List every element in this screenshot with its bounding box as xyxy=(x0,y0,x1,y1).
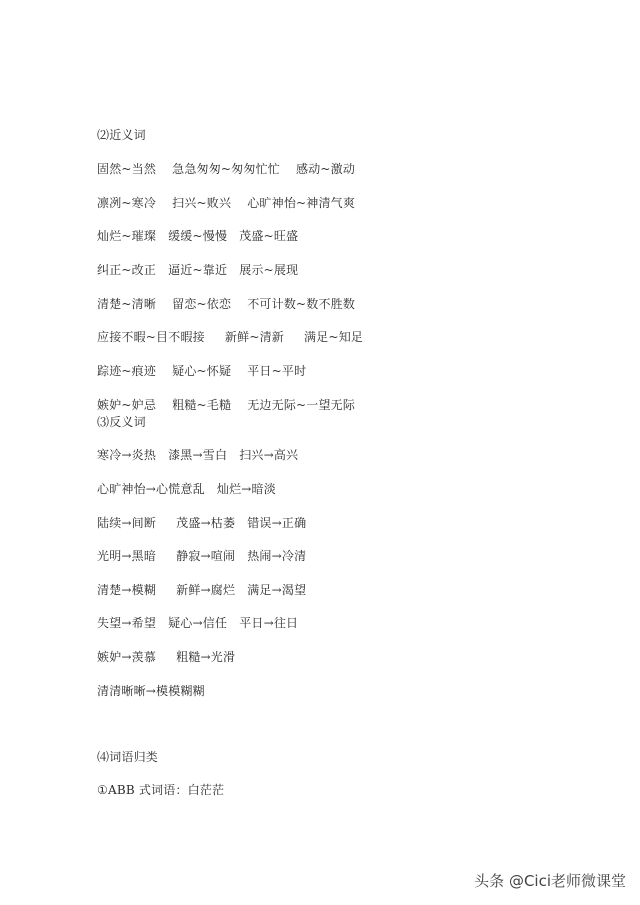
classification-line: ①ABB 式词语：白茫茫 xyxy=(97,783,225,797)
watermark: 头条 @Cici老师微课堂 xyxy=(474,872,626,890)
synonym-line: 踪迹~痕迹 疑心~怀疑 平日~平时 xyxy=(97,364,307,378)
antonym-line: 清楚→模糊 新鲜→腐烂 满足→渴望 xyxy=(97,583,307,597)
synonym-line: 清楚~清晰 留恋~依恋 不可计数~数不胜数 xyxy=(97,297,356,311)
synonym-line: 纠正~改正 逼近~靠近 展示~展现 xyxy=(97,263,299,277)
synonym-line: 灿烂~璀璨 缓缓~慢慢 茂盛~旺盛 xyxy=(97,229,299,243)
synonym-line: 嫉妒~妒忌 粗糙~毛糙 无边无际~一望无际 xyxy=(97,398,356,412)
antonym-line: 寒冷→炎热 漆黑→雪白 扫兴→高兴 xyxy=(97,448,299,462)
synonym-line: 凛冽~寒冷 扫兴~败兴 心旷神怡~神清气爽 xyxy=(97,196,356,210)
antonym-line: 心旷神怡→心慌意乱 灿烂→暗淡 xyxy=(97,482,276,496)
synonyms-heading: ⑵近义词 xyxy=(97,128,146,142)
synonym-line: 应接不暇~目不暇接 新鲜~清新 满足~知足 xyxy=(97,330,364,344)
antonym-line: 陆续→间断 茂盛→枯萎 错误→正确 xyxy=(97,516,307,530)
antonym-line: 清清晰晰→模模糊糊 xyxy=(97,684,205,698)
synonym-line: 固然~当然 急急匆匆~匆匆忙忙 感动~激动 xyxy=(97,162,356,176)
antonym-line: 嫉妒→羡慕 粗糙→光滑 xyxy=(97,650,236,664)
antonym-line: 失望→希望 疑心→信任 平日→往日 xyxy=(97,616,299,630)
antonyms-heading: ⑶反义词 xyxy=(97,415,146,429)
classification-heading: ⑷词语归类 xyxy=(97,750,159,764)
antonym-line: 光明→黑暗 静寂→喧闹 热闹→冷清 xyxy=(97,549,307,563)
